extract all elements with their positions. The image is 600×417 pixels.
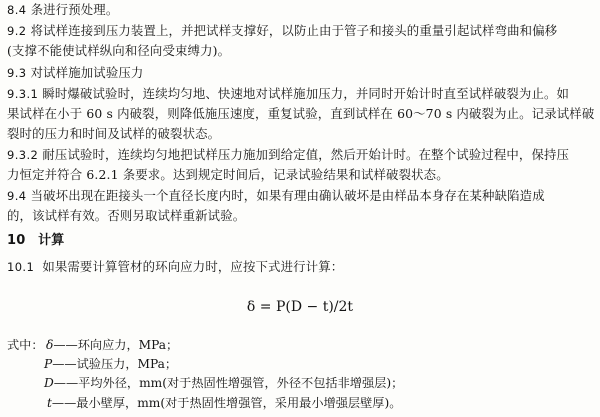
clause-text: 的，该试样有效。否则另取试样重新试验。: [7, 208, 246, 223]
clause-9-3-1-continuation: [7, 105, 593, 123]
clause-9-4-line: [7, 187, 593, 205]
hoop-stress-formula: δ = P(D − t)/2t: [246, 299, 354, 315]
clause-number: 9.3.2: [7, 148, 39, 162]
clause-9-3-line: [7, 64, 593, 82]
clause-8-4-line: [7, 1, 593, 19]
clause-text: 裂时的压力和时间及试样的破裂状态。: [7, 126, 221, 141]
clause-text: 瞬时爆破试验时，连续均匀地、快速地对试样施加压力，并同时开始计时直至试样破裂为止。如: [42, 86, 570, 101]
clause-9-3-2-line: [7, 146, 593, 164]
variable-symbol: t: [47, 396, 52, 410]
clause-10-1-line: [7, 258, 593, 276]
clause-number: 9.3.1: [7, 87, 39, 101]
clause-9-3-1-continuation: [7, 125, 593, 143]
clause-text: 对试样施加试验压力: [30, 65, 144, 80]
variable-definition: [47, 394, 401, 412]
clause-text: 果试样在小于 60 s 内破裂，则降低施压速度，重复试验，直到试样在 60～70 s 内破裂为止。记录试样破: [7, 106, 595, 121]
variable-symbol: P: [44, 357, 53, 371]
clause-text: (支撑不能使试样纵向和径向受束缚力)。: [7, 43, 231, 58]
clause-text: 如果需要计算管材的环向应力时，应按下式进行计算：: [42, 259, 344, 274]
clause-number: 9.4: [7, 189, 27, 203]
variable-definition: [44, 374, 403, 392]
variable-symbol: D: [44, 376, 54, 390]
section-10-heading: [7, 232, 593, 250]
clause-text: 力恒定并符合 6.2.1 条要求。达到规定时间后，记录试验结果和试样破裂状态。: [7, 167, 449, 182]
clause-text: 将试样连接到压力装置上，并把试样支撑好，以防止由于管子和接头的重量引起试样弯曲和偏移: [30, 23, 558, 38]
variable-description: ——最小壁厚，mm(对于热固性增强管，采用最小增强层壁厚)。: [51, 396, 402, 410]
variable-description: ——平均外径，mm(对于热固性增强管，外径不包括非增强层)；: [53, 376, 404, 390]
variable-definition: [44, 355, 177, 373]
clause-text: 耐压试验时，连续均匀地把试样压力施加到给定值，然后开始计时。在整个试验过程中，保持压: [42, 147, 570, 162]
section-title: 计算: [38, 233, 65, 248]
clause-9-4-continuation: [7, 207, 593, 225]
clause-number: 8.4: [7, 3, 27, 17]
variable-symbol: δ: [46, 338, 54, 352]
clause-number: 10.1: [7, 260, 35, 274]
variable-definition: [46, 336, 178, 354]
section-number: 10: [7, 233, 26, 248]
clause-9-3-2-continuation: [7, 166, 593, 184]
clause-9-2-continuation: [7, 42, 593, 60]
clause-text: 条进行预处理。: [30, 2, 119, 17]
clause-9-3-1-line: [7, 85, 593, 103]
variable-description: ——环向应力，MPa；: [53, 338, 179, 352]
clause-number: 9.2: [7, 24, 27, 38]
clause-number: 9.3: [7, 66, 27, 80]
where-label: 式中：: [7, 338, 44, 352]
variable-description: ——试验压力，MPa；: [52, 357, 178, 371]
clause-9-2-line: [7, 22, 593, 40]
clause-text: 当破坏出现在距接头一个直径长度内时，如果有理由确认破坏是由样品本身存在某种缺陷造成: [30, 188, 545, 203]
